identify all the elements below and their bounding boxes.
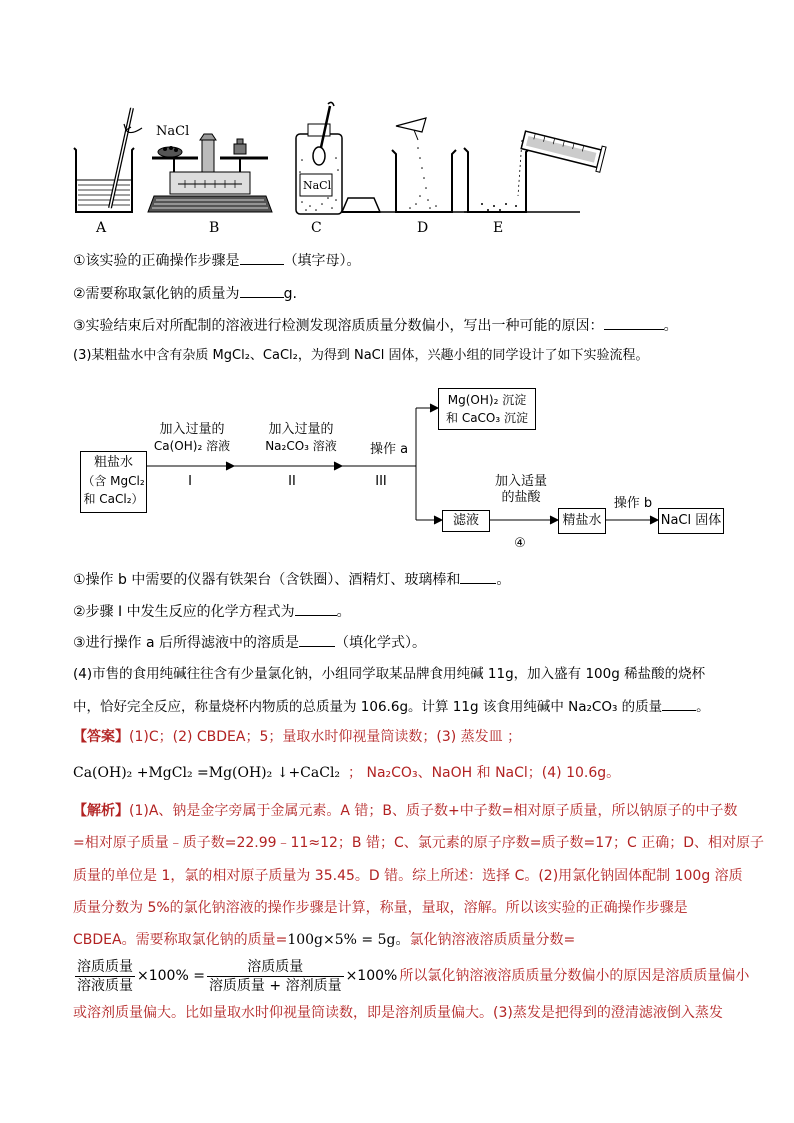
step-2-label	[256, 422, 346, 454]
analysis-label: 【解析】	[73, 803, 129, 819]
times-100: ×100%	[345, 968, 398, 984]
analysis-line-2: =相对原子质量﹣质子数=22.99﹣11≈12；B 错；C、氯元素的原子序数=质子数=17；C 正确；D、相对原子	[73, 835, 765, 851]
step-1-roman: I	[188, 474, 192, 489]
analysis-line-1	[73, 801, 738, 821]
step-1-line-2: Ca(OH)₂ 溶液	[153, 439, 231, 453]
answer-equation-line	[73, 763, 620, 783]
precipitate-box	[438, 388, 536, 430]
answer-line	[73, 727, 521, 747]
step-4-line-2: 的盐酸	[501, 490, 541, 505]
question-3-2	[73, 601, 351, 622]
answer-text-2: ； Na₂CO₃、NaOH 和 NaCl；(4) 10.6g。	[348, 765, 621, 781]
refined-salt-water-box: 精盐水	[558, 508, 606, 534]
analysis-line-3: 质量的单位是 1，氯的相对原子质量为 35.45。D 错。综上所述：选择 C。(2)用氯化钠固体配制 100g 溶质	[73, 868, 743, 884]
step-2-roman: II	[288, 474, 296, 489]
step-1-line-1: 加入过量的	[159, 422, 225, 437]
part-4-line-2-end: 。	[696, 699, 710, 715]
filtrate-box: 滤液	[442, 510, 490, 532]
crude-line-2: （含 MgCl₂	[82, 474, 145, 488]
fraction-1-numerator: 溶质质量	[77, 958, 133, 975]
question-3-1-end: 。	[496, 572, 511, 588]
question-3-3-text: ③进行操作 a 后所得滤液中的溶质是	[73, 635, 300, 651]
crude-salt-water-box	[80, 451, 147, 513]
answer-text: (1)C；(2) CBDEA；5；量取水时仰视量筒读数；(3) 蒸发皿 ；	[129, 729, 522, 745]
answer-blank[interactable]	[295, 601, 337, 616]
question-3-2-text: ②步骤 I 中发生反应的化学方程式为	[73, 604, 295, 620]
nacl-solid-box: NaCl 固体	[658, 508, 724, 534]
answer-blank[interactable]	[460, 569, 496, 584]
label-a: A	[96, 220, 107, 236]
part-4-line-1: (4)市售的食用纯碱往往含有少量氯化钠，小组同学取某品牌食用纯碱 11g，加入盛有 100g 稀盐酸的烧杯	[73, 666, 706, 682]
fraction-2	[207, 958, 344, 995]
question-3-1	[73, 569, 510, 590]
question-3-3	[73, 632, 426, 653]
answer-blank[interactable]	[299, 632, 335, 647]
crude-line-1: 粗盐水	[93, 455, 133, 470]
question-3-2-end: 。	[336, 604, 351, 620]
part-4-line-2-text: 中，恰好完全反应，称量烧杯内物质的总质量为 106.6g。计算 11g 该食用纯碱中 Na₂CO₃ 的质量	[73, 699, 663, 715]
step-2-line-2: Na₂CO₃ 溶液	[265, 439, 337, 453]
question-2-3-text: ③实验结束后对所配制的溶液进行检测发现溶质质量分数偏小，写出一种可能的原因：	[73, 318, 604, 334]
question-2-1-text: ①该实验的正确操作步骤是	[73, 253, 240, 269]
question-2-3-end: 。	[663, 318, 678, 334]
question-2-1-end: （填字母）。	[283, 253, 361, 269]
label-d: D	[417, 220, 429, 236]
analysis-text-5a: CBDEA。需要称取氯化钠的质量=	[73, 932, 288, 948]
step-3-label: 操作 a	[369, 442, 409, 457]
question-2-2-end: g.	[283, 286, 297, 302]
crude-line-3: 和 CaCl₂）	[83, 492, 144, 506]
step-2-line-1: 加入过量的	[268, 422, 334, 437]
analysis-line-5	[73, 930, 575, 950]
part-3-intro: (3)某粗盐水中含有杂质 MgCl₂、CaCl₂，为得到 NaCl 固体，兴趣小组的同学设计了如下实验流程。	[73, 348, 649, 363]
fraction-2-numerator: 溶质质量	[207, 958, 344, 977]
chemical-equation: Ca(OH)₂ +MgCl₂ =Mg(OH)₂ ↓+CaCl₂	[73, 765, 341, 781]
analysis-text-6: 所以氯化钠溶液溶质质量分数偏小的原因是溶质质量偏小	[399, 968, 750, 984]
step-4-label	[486, 474, 556, 506]
answer-label: 【答案】	[73, 729, 129, 745]
precipitate-line-1: Mg(OH)₂ 沉淀	[447, 393, 527, 407]
label-b: B	[209, 220, 220, 236]
analysis-text-1: (1)A、钠是金字旁属于金属元素。A 错；B、质子数+中子数=相对原子质量，所以钠原子的中子数	[129, 803, 738, 819]
label-c: C	[311, 220, 322, 236]
step-5-label: 操作 b	[613, 496, 653, 511]
analysis-line-7: 或溶剂质量偏大。比如量取水时仰视量筒读数，即是溶剂质量偏大。(3)蒸发是把得到的澄清滤液倒入蒸发	[73, 1005, 723, 1021]
nacl-tag-c: NaCl	[303, 179, 332, 192]
precipitate-line-2: 和 CaCO₃ 沉淀	[446, 411, 528, 425]
fraction-1-denominator: 溶液质量	[77, 977, 133, 994]
label-e: E	[493, 220, 504, 236]
question-3-1-text: ①操作 b 中需要的仪器有铁架台（含铁圈）、酒精灯、玻璃棒和	[73, 572, 461, 588]
part-4-line-2	[73, 696, 710, 717]
answer-blank[interactable]	[662, 696, 696, 711]
question-2-2-text: ②需要称取氯化钠的质量为	[73, 286, 240, 302]
fraction-2-denominator: 溶质质量 + 溶剂质量	[208, 977, 342, 994]
step-1-label	[150, 422, 234, 454]
step-3-roman: III	[375, 474, 387, 489]
analysis-text-5c: 氯化钠溶液溶质质量分数=	[409, 932, 576, 948]
fraction-1	[75, 958, 135, 995]
analysis-line-4: 质量分数为 5%的氯化钠溶液的操作步骤是计算，称量，量取，溶解。所以该实验的正确操作步骤是	[73, 900, 688, 916]
step-4-number: ④	[514, 536, 526, 551]
step-4-line-1: 加入适量	[494, 474, 547, 489]
nacl-tag-b: NaCl	[156, 124, 190, 139]
analysis-line-6	[73, 956, 749, 996]
analysis-mass-calc: 100g×5% = 5g。	[287, 932, 410, 948]
times-100-equals: ×100% =	[137, 968, 205, 984]
question-3-3-end: （填化学式）。	[335, 635, 427, 651]
